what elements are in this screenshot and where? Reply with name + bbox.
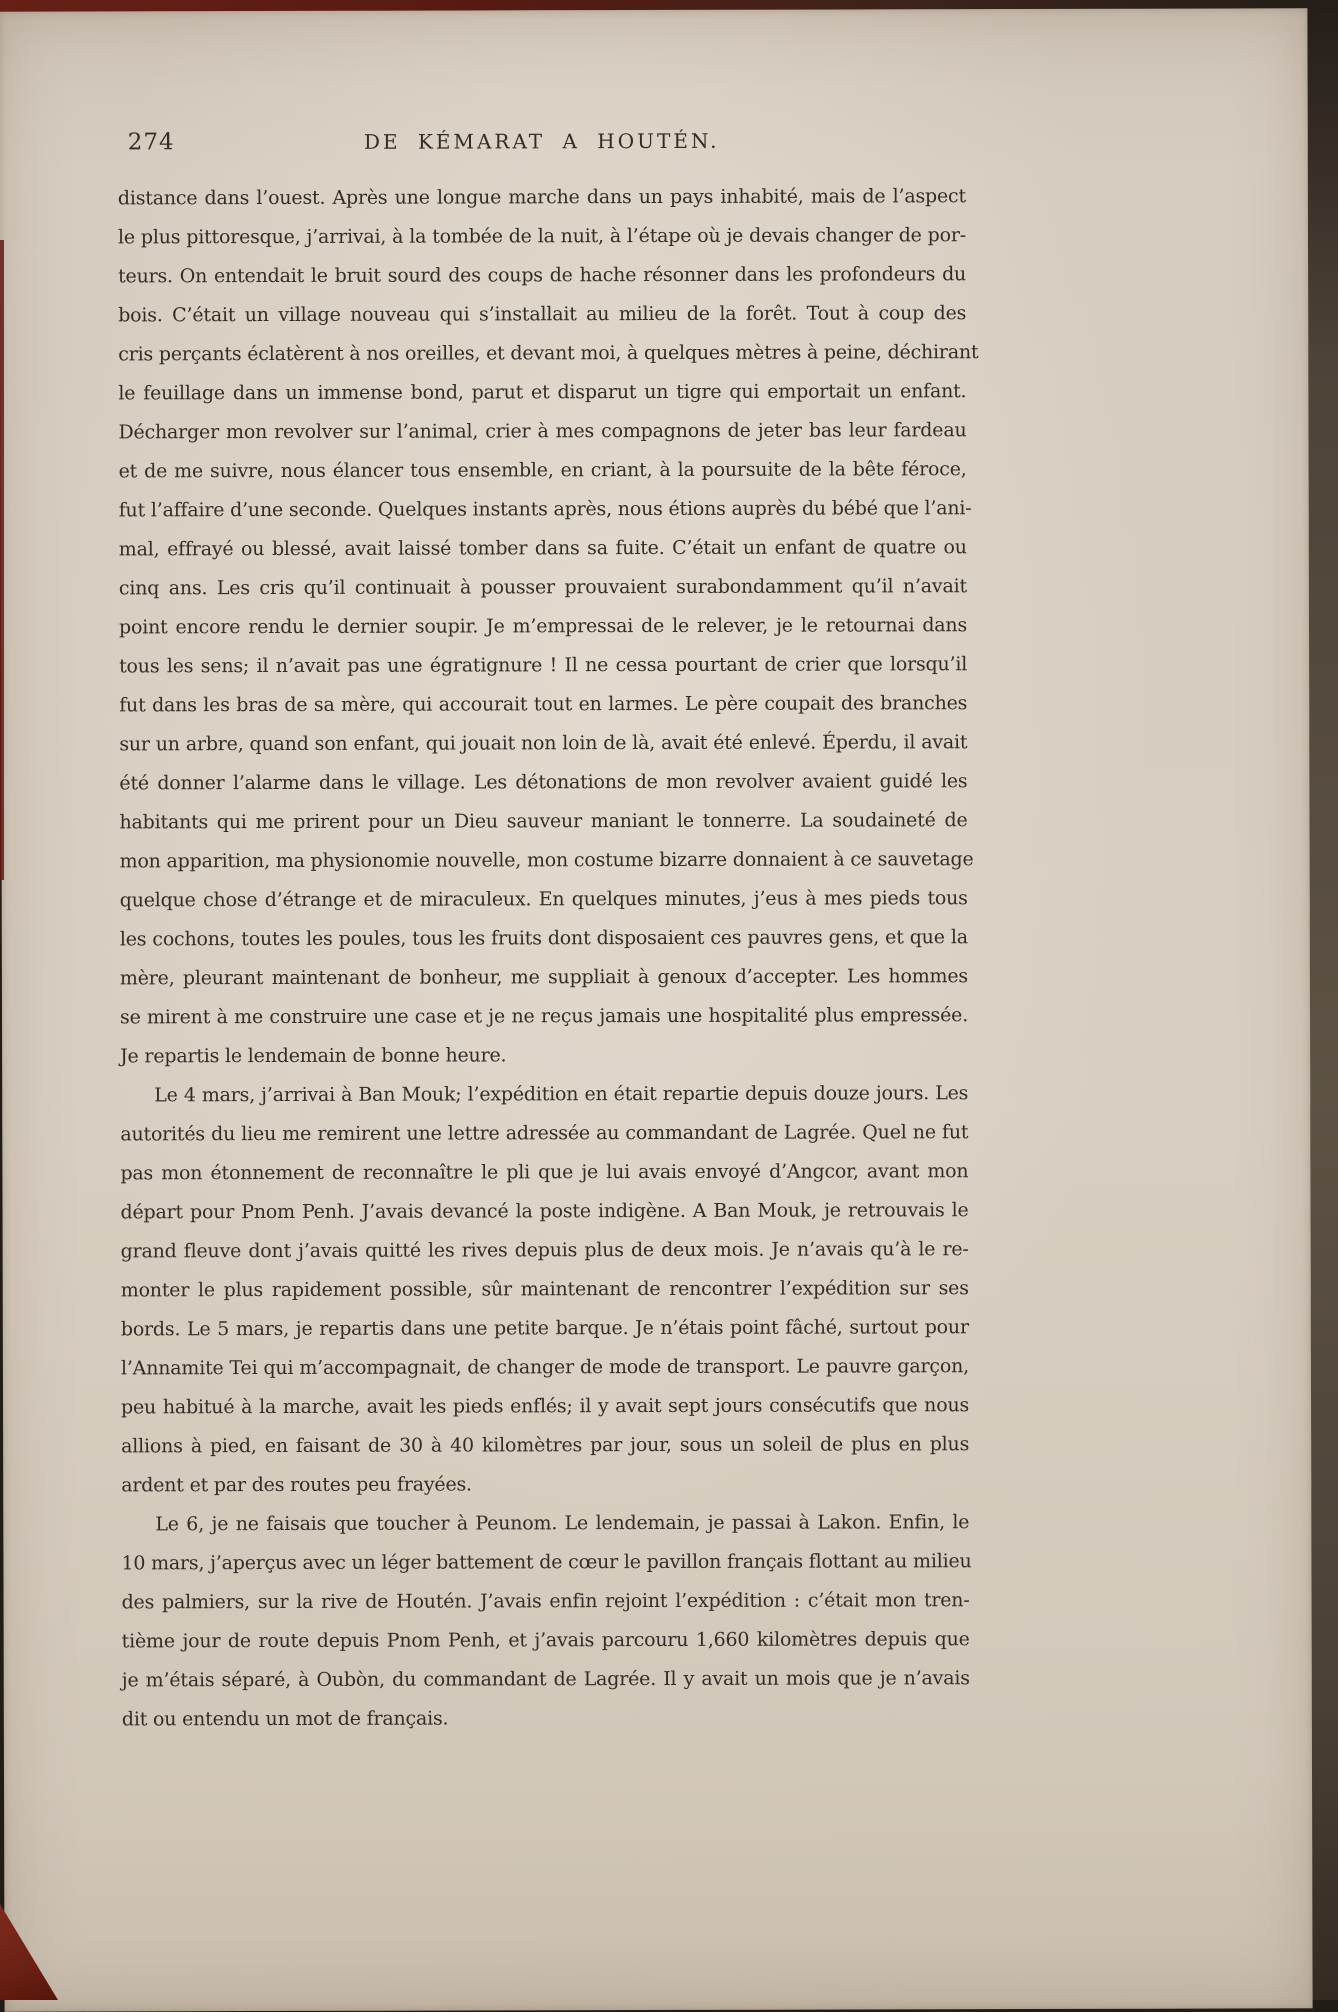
text-line: mère, pleurant maintenant de bonheur, me suppliait à genoux d’accepter. Les hommes [119,965,968,990]
text-line: le plus pittoresque, j’arrivai, à la tombée de la nuit, à l’étape où je devais changer de por- [117,224,967,249]
paragraph [117,177,979,1076]
text-line: Le 4 mars, j’arrivai à Ban Mouk; l’expédition en était repartie depuis douze jours. Les [154,1082,969,1107]
text-line: grand fleuve dont j’avais quitté les rives depuis plus de deux mois. Je n’avais qu’à le re- [120,1238,969,1263]
text-line: l’Annamite Tei qui m’accompagnait, de changer de mode de transport. Le pauvre garçon, [120,1355,969,1380]
text-line: dit ou entendu un mot de français. [121,1707,449,1731]
text-line: des palmiers, sur la rive de Houtén. J’avais enfin rejoint l’expédition : c’était mon tren- [121,1589,970,1614]
page-header [118,127,966,163]
text-line: allions à pied, en faisant de 30 à 40 kilomètres par jour, sous un soleil de plus en plus [121,1433,970,1458]
paragraph [121,1503,970,1739]
text-line: 10 mars, j’aperçus avec un léger battement de cœur le pavillon français flottant au milieu [121,1550,972,1575]
text-line: bois. C’était un village nouveau qui s’installait au milieu de la forêt. Tout à coup des [118,302,967,327]
text-line: les cochons, toutes les poules, tous les fruits dont disposaient ces pauvres gens, et que la [119,926,968,951]
text-line: le feuillage dans un immense bond, parut et disparut un tigre qui emportait un enfant. [118,380,967,405]
text-line: teurs. On entendait le bruit sourd des coups de hache résonner dans les profondeurs du [118,263,967,288]
text-line: départ pour Pnom Penh. J’avais devancé la poste indigène. A Ban Mouk, je retrouvais le [120,1199,969,1224]
text-line: et de me suivre, nous élancer tous ensemble, en criant, à la poursuite de la bête féroce, [118,458,967,483]
text-block [117,177,979,1739]
text-line: se mirent à me construire une case et je ne reçus jamais une hospitalité plus empressée. [119,1004,969,1029]
text-line: point encore rendu le dernier soupir. Je m’empressai de le relever, je le retournai dans [118,614,968,639]
text-line: ardent et par des routes peu frayées. [121,1473,472,1497]
text-line: autorités du lieu me remirent une lettre adressée au commandant de Lagrée. Quel ne fut [120,1121,969,1146]
text-line: peu habitué à la marche, avait les pieds enflés; il y avait sept jours consécutifs que nous [121,1394,970,1419]
text-line: fut l’affaire d’une seconde. Quelques instants après, nous étions auprès du bébé que l’ani- [118,497,972,522]
text-line: quelque chose d’étrange et de miraculeux. En quelques minutes, j’eus à mes pieds tous [119,887,968,912]
text-line: mal, effrayé ou blessé, avait laissé tomber dans sa fuite. C’était un enfant de quatre ou [118,536,967,561]
paragraph [120,1074,969,1505]
text-line: tous les sens; il n’avait pas une égratignure ! Il ne cessa pourtant de crier que lorsqu’il [119,653,968,678]
scan-page [0,8,1313,2011]
text-line: été donner l’alarme dans le village. Les détonations de mon revolver avaient guidé les [119,770,968,795]
text-line: habitants qui me prirent pour un Dieu sauveur maniant le tonnerre. La soudaineté de [119,809,968,834]
running-title: DE KÉMARAT A HOUTÉN. [363,128,720,154]
text-line: tième jour de route depuis Pnom Penh, et j’avais parcouru 1,660 kilomètres depuis que [121,1628,970,1653]
text-line: je m’étais séparé, à Oubòn, du commandant de Lagrée. Il y avait un mois que je n’avais [121,1667,970,1692]
text-line: monter le plus rapidement possible, sûr maintenant de rencontrer l’expédition sur ses [120,1277,969,1302]
text-line: Le 6, je ne faisais que toucher à Peunom. Le lendemain, je passai à Lakon. Enfin, le [155,1511,970,1536]
text-line: sur un arbre, quand son enfant, qui jouait non loin de là, avait été enlevé. Éperdu, il avait [119,731,968,756]
page-number: 274 [127,129,175,156]
text-line: mon apparition, ma physionomie nouvelle, mon costume bizarre donnaient à ce sauvetage [119,848,974,873]
text-line: cris perçants éclatèrent à nos oreilles, et devant moi, à quelques mètres à peine, déchirant [118,341,979,366]
text-line: Je repartis le lendemain de bonne heure. [120,1044,507,1068]
text-line: cinq ans. Les cris qu’il continuait à pousser prouvaient surabondamment qu’il n’avait [118,575,967,600]
text-line: Décharger mon revolver sur l’animal, crier à mes compagnons de jeter bas leur fardeau [118,419,967,444]
left-edge-sliver [0,240,4,880]
text-line: pas mon étonnement de reconnaître le pli que je lui avais envoyé d’Angcor, avant mon [120,1160,969,1185]
text-line: bords. Le 5 mars, je repartis dans une petite barque. Je n’étais point fâché, surtout pour [120,1316,969,1341]
text-line: distance dans l’ouest. Après une longue marche dans un pays inhabité, mais de l’aspect [117,185,966,210]
text-line: fut dans les bras de sa mère, qui accourait tout en larmes. Le père coupait des branches [119,692,968,717]
